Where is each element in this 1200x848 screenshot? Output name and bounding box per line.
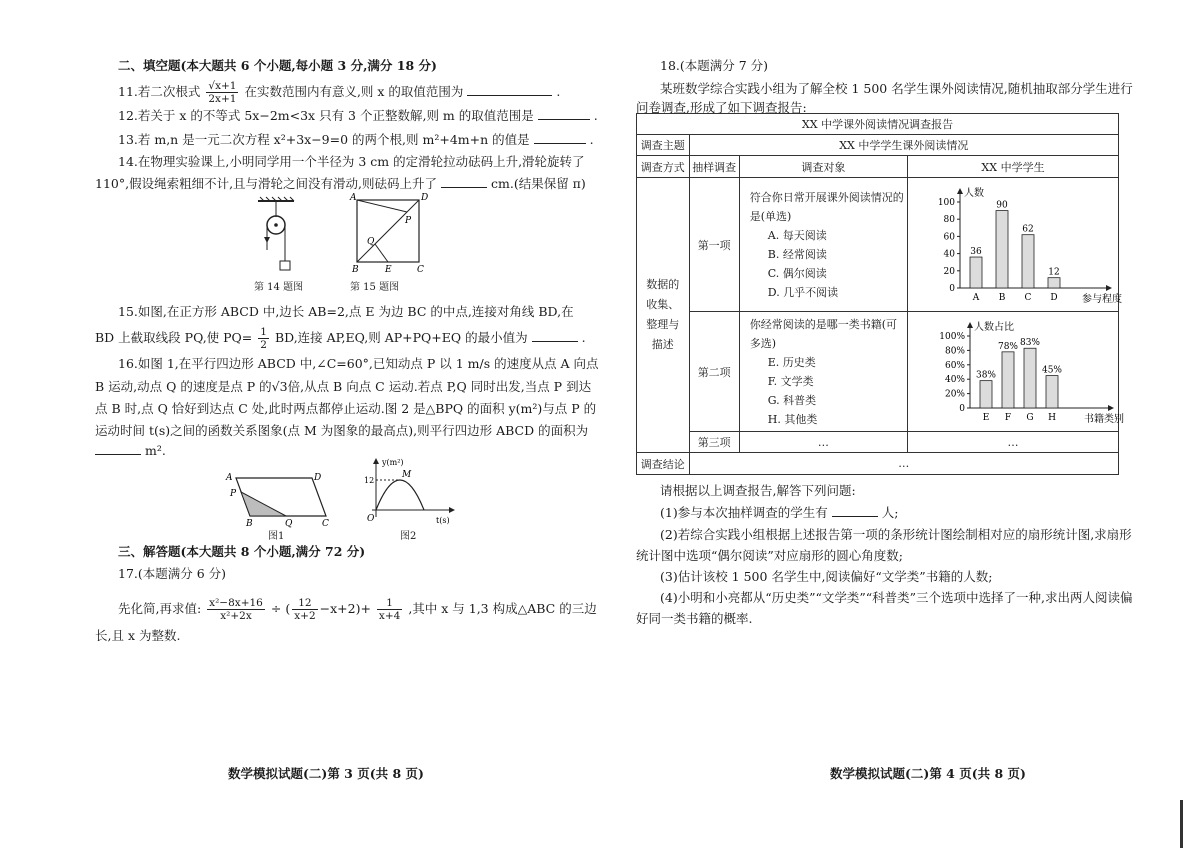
chart2-bar	[1002, 352, 1014, 408]
question-18-part1: (1)参与本次抽样调查的学生有 人;	[660, 505, 899, 520]
question-13: 13.若 m,n 是一元二次方程 x²+3x−9=0 的两个根,则 m²+4m+n 的值是 .	[118, 132, 594, 147]
label-e: E	[385, 265, 392, 275]
question-14-line1: 14.在物理实验课上,小明同学用一个半径为 3 cm 的定滑轮拉动砝码上升,滑轮旋转了	[118, 154, 585, 169]
question-18-part3: (3)估计该校 1 500 名学生中,阅读偏好“文学类”书籍的人数;	[660, 569, 993, 584]
chart1-x-arrow	[1106, 285, 1112, 291]
fig1-label-c: C	[322, 519, 329, 529]
q16-answer-blank[interactable]	[95, 442, 141, 455]
subject-value: XX 中学学生课外阅读情况	[689, 135, 1118, 156]
chart2-y-arrow	[967, 322, 973, 328]
chart1-x-title: 参与程度	[1082, 294, 1122, 305]
data-collection-label: 数据的收集、整理与描述	[637, 178, 690, 453]
chart2-tick-label: 80%	[944, 346, 965, 357]
q14-answer-blank[interactable]	[441, 175, 487, 188]
question-18-heading: 18.(本题满分 7 分)	[660, 58, 769, 73]
section-answer-heading: 三、解答题(本大题共 8 个小题,满分 72 分)	[118, 544, 366, 559]
chart1-data-label: 62	[1022, 224, 1034, 235]
chart1-bar	[970, 257, 982, 288]
chart1-data-label: 90	[996, 200, 1008, 211]
q15-answer-blank[interactable]	[532, 329, 578, 342]
label-c: C	[417, 265, 424, 275]
chart2-tick-label: 40%	[944, 375, 965, 386]
triangle-bpq	[241, 492, 286, 516]
question-17-heading: 17.(本题满分 6 分)	[118, 566, 227, 581]
question-18-part4-line2: 好同一类书籍的概率.	[636, 611, 753, 626]
right-page-footer: 数学模拟试题(二)第 4 页(共 8 页)	[830, 766, 1026, 781]
fig2-y12-label: 12	[364, 476, 375, 485]
chart1-bar	[1048, 278, 1060, 288]
item-2-question: 你经常阅读的是哪一类书籍(可多选) E. 历史类 F. 文学类 G. 科普类 H. 其他类	[739, 312, 907, 432]
subject-label: 调查主题	[637, 135, 690, 156]
left-page-footer: 数学模拟试题(二)第 3 页(共 8 页)	[228, 766, 424, 781]
q12-answer-blank[interactable]	[538, 107, 590, 120]
fig2-y-label: y(m²)	[382, 458, 404, 467]
chart2-bar	[1024, 348, 1036, 408]
question-15-line1: 15.如图,在正方形 ABCD 中,边长 AB=2,点 E 为边 BC 的中点,连接对角线 BD,在	[118, 304, 574, 319]
chart1-tick-label: 80	[943, 215, 955, 226]
survey-report-table	[636, 113, 1124, 475]
question-15-line2: BD 上截取线段 PQ,使 PQ= $\frac{1}{2}$ BD,连接 AP,EQ,则 AP+PQ+EQ 的最小值为 .	[95, 326, 586, 351]
square-figure	[345, 190, 430, 275]
chart2-x-arrow	[1108, 405, 1114, 411]
chart2-category-label: E	[982, 413, 990, 423]
q18-part1-blank[interactable]	[832, 504, 878, 517]
chart1-tick-label: 0	[949, 284, 955, 294]
chart1-category-label: D	[1050, 293, 1058, 303]
item-1-question: 符合你日常开展课外阅读情况的是(单选) A. 每天阅读 B. 经常阅读 C. 偶尔阅读 D. 几乎不阅读	[739, 178, 907, 312]
chart2-data-label: 38%	[975, 370, 997, 381]
question-18-part2-line1: (2)若综合实践小组根据上述报告第一项的条形统计图绘制相对应的扇形统计图,求扇形	[660, 527, 1132, 542]
chart1-y-title: 人数	[964, 188, 984, 199]
question-18-intro-line2: 问卷调查,形成了如下调查报告:	[636, 100, 807, 115]
chart1-bar	[996, 211, 1008, 288]
q11-text-b: 在实数范围内有意义,则 x 的取值范围为	[244, 84, 464, 99]
chart2-tick-label: 100%	[939, 332, 965, 342]
page-edge-mark	[1180, 800, 1183, 848]
object-label: 调查对象	[739, 156, 907, 178]
chart2-data-label: 78%	[997, 341, 1019, 352]
chart2-data-label: 45%	[1041, 365, 1063, 376]
diagonal-bd	[357, 200, 419, 262]
fig1-label-b: B	[246, 519, 253, 529]
chart1-y-arrow	[957, 188, 963, 194]
chart1-tick-label: 20	[943, 266, 955, 277]
section-fill-blank-heading: 二、填空题(本大题共 6 个小题,每小题 3 分,满分 18 分)	[118, 58, 437, 73]
fig2-x-label: t(s)	[436, 516, 450, 525]
item-3-label: 第三项	[689, 432, 739, 453]
conclusion-ellipsis: …	[689, 453, 1118, 475]
chart1-tick-label: 100	[937, 198, 955, 208]
chart2-tick-label: 0	[959, 404, 965, 414]
chart1-data-label: 36	[970, 247, 982, 258]
chart1-tick-label: 40	[943, 249, 955, 260]
report-title: XX 中学课外阅读情况调查报告	[637, 114, 1119, 135]
parallelogram-figure	[222, 468, 337, 530]
label-d: D	[421, 193, 429, 203]
item-3-ellipsis-b: …	[908, 432, 1119, 453]
chart2-x-title: 书籍类别	[1084, 414, 1124, 425]
chart2-category-label: G	[1026, 413, 1034, 423]
chart1-bar	[1022, 235, 1034, 288]
fig1-label-d: D	[314, 473, 322, 483]
chart2-y-title: 人数占比	[974, 322, 1014, 333]
question-16-line1: 16.如图 1,在平行四边形 ABCD 中,∠C=60°,已知动点 P 以 1 m/s 的速度从点 A 向点	[118, 356, 599, 371]
chart2-bar	[1046, 376, 1058, 408]
chart2-tick-label: 20%	[944, 389, 965, 400]
label-p: P	[405, 216, 412, 226]
q15-fraction: $\frac{1}{2}$	[260, 326, 267, 351]
fig2-label-o: O	[367, 514, 375, 524]
question-18-intro-line1: 某班数学综合实践小组为了解全校 1 500 名学生课外阅读情况,随机抽取部分学生进行	[660, 81, 1133, 96]
chart1-category-label: C	[1024, 293, 1032, 303]
chart2-data-label: 83%	[1019, 338, 1041, 349]
question-16-line5: m².	[95, 442, 166, 460]
question-16-line4: 运动时间 t(s)之间的函数关系图象(点 M 为图象的最高点),则平行四边形 ABCD 的面积为	[95, 423, 589, 438]
pulley-figure	[250, 195, 310, 285]
chart-reading-frequency	[908, 178, 1122, 308]
label-q: Q	[367, 237, 375, 247]
chart1-category-label: B	[998, 293, 1006, 303]
question-17-expression: 先化简,再求值: $\frac{\text{x²−8x+16}}{\text{x²+2x}}$ ÷ ( $\frac{12}{x+2}$ −x+2)+ $\frac{1}{x+4}$ ,其中 x 与 1,3 构成△ABC 的三边	[118, 597, 597, 622]
question-16-line3: 点 B 时,点 Q 恰好到达点 C 处,此时两点都停止运动.图 2 是△BPQ 的面积 y(m²)与点 P 的	[95, 401, 597, 416]
segment-ap	[357, 200, 407, 212]
method-value: 抽样调查	[689, 156, 739, 178]
segment-eq	[375, 244, 388, 262]
q11-answer-blank[interactable]	[467, 83, 552, 96]
fig1-label-a: A	[226, 473, 233, 483]
pulley-axle	[274, 223, 278, 227]
question-14-line2: 110°,假设绳索粗细不计,且与滑轮之间没有滑动,则砝码上升了 cm.(结果保留 π)	[95, 176, 586, 191]
fig1-label-q: Q	[285, 519, 293, 529]
q11-fraction: $\frac{√x+1}{2x+1}$	[208, 80, 237, 105]
function-graph-figure	[362, 455, 462, 527]
chart2-category-label: H	[1048, 413, 1056, 423]
q11-text-a: 11.若二次根式	[118, 84, 201, 99]
fig1-label-p: P	[230, 489, 237, 499]
label-b: B	[352, 265, 359, 275]
q13-answer-blank[interactable]	[534, 131, 586, 144]
figure-14-caption: 第 14 题图	[254, 282, 304, 293]
parabola-curve	[376, 480, 424, 510]
question-16-line2: B 运动,动点 Q 的速度是点 P 的√3倍,从点 B 向点 C 运动.若点 P,Q 同时出发,当点 P 到达	[95, 379, 592, 394]
question-18-part2-line2: 统计图中选项“偶尔阅读”对应扇形的圆心角度数;	[636, 548, 903, 563]
fig2-label-m: M	[402, 470, 412, 480]
rope-arrow	[264, 237, 270, 243]
chart-book-category	[908, 312, 1124, 428]
question-18-part4-line1: (4)小明和小亮都从“历史类”“文学类”“科普类”三个选项中选择了一种,求出两人阅读偏	[660, 590, 1133, 605]
figure-2-caption: 图2	[400, 531, 417, 542]
question-18-prompt: 请根据以上调查报告,解答下列问题:	[660, 483, 856, 498]
conclusion-label: 调查结论	[637, 453, 690, 475]
figure-1-caption: 图1	[268, 531, 285, 542]
question-11: 11.若二次根式 $\frac{√x+1}{2x+1}$ 在实数范围内有意义,则 x 的取值范围为 .	[118, 80, 561, 105]
question-12: 12.若关于 x 的不等式 5x−2m<3x 只有 3 个正整数解,则 m 的取值范围是 .	[118, 108, 598, 123]
item-1-label: 第一项	[689, 178, 739, 312]
question-17-line2: 长,且 x 为整数.	[95, 628, 181, 643]
figure-15-caption: 第 15 题图	[350, 282, 400, 293]
chart2-category-label: F	[1004, 413, 1012, 423]
chart1-category-label: A	[972, 293, 980, 303]
item-2-label: 第二项	[689, 312, 739, 432]
label-a: A	[350, 193, 357, 203]
object-value: XX 中学学生	[908, 156, 1119, 178]
weight-block	[280, 261, 290, 270]
chart1-tick-label: 60	[943, 232, 955, 243]
item-3-ellipsis-a: …	[739, 432, 907, 453]
chart2-tick-label: 60%	[944, 360, 965, 371]
chart2-bar	[980, 381, 992, 408]
method-label: 调查方式	[637, 156, 690, 178]
chart1-data-label: 12	[1048, 267, 1060, 278]
